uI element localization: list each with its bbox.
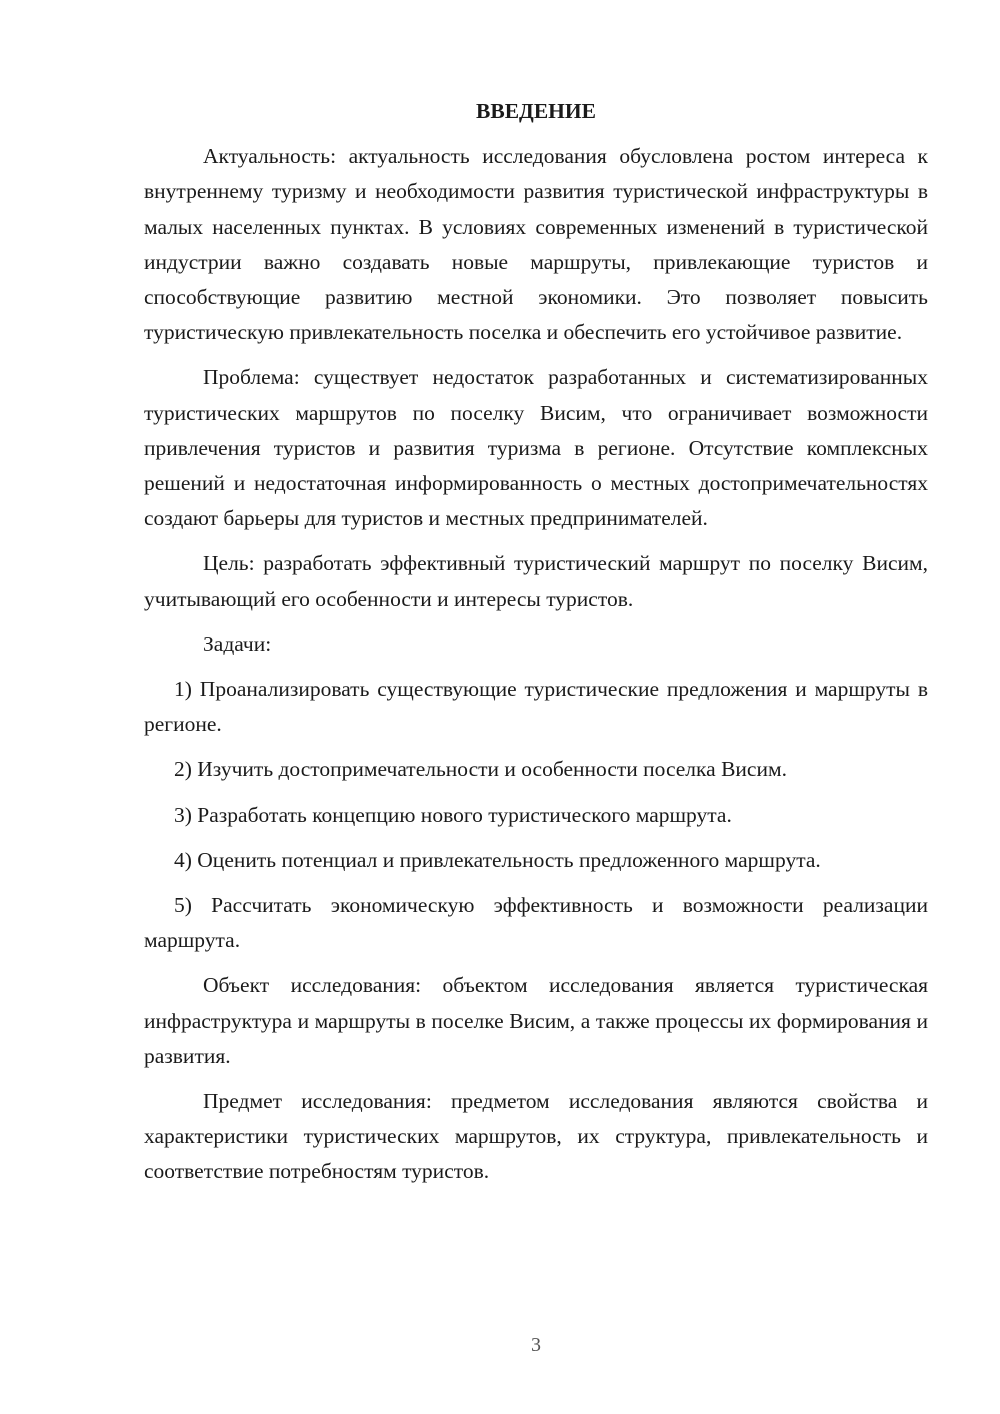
task-item-5: 5) Рассчитать экономическую эффективность и возможности реализации маршрута. — [144, 893, 928, 953]
tasks-label: Задачи: — [203, 631, 272, 656]
relevance-paragraph: Актуальность: актуальность исследования обусловлена ростом интереса к внутреннему туризму и необходимости развития туристической инфраструктуры в малых населенных пунктах. В условиях современных изменений в туристической индустрии важно создавать новые маршруты, привлекающие туристов и способствующие развитию местной экономики. Это позволяет повысить туристическую привлекательность поселка и обеспечить его устойчивое развитие. — [144, 144, 928, 345]
page-number: 3 — [531, 1334, 541, 1356]
problem-paragraph: Проблема: существует недостаток разработанных и систематизированных туристических маршрутов по поселку Висим, что ограничивает возможности привлечения туристов и развития туризма в регионе. Отсутствие комплексных решений и недостаточная информированность о местных достопримечательностях создают барьеры для туристов и местных предпринимателей. — [144, 365, 928, 531]
task-item-1: 1) Проанализировать существующие туристические предложения и маршруты в регионе. — [144, 677, 928, 737]
task-item-3: 3) Разработать концепцию нового туристического маршрута. — [174, 802, 732, 827]
section-title: ВВЕДЕНИЕ — [476, 99, 596, 123]
object-paragraph: Объект исследования: объектом исследования является туристическая инфраструктура и маршруты в поселке Висим, а также процессы их формирования и развития. — [144, 973, 928, 1068]
page-content — [144, 94, 928, 1200]
goal-paragraph: Цель: разработать эффективный туристический маршрут по поселку Висим, учитывающий его особенности и интересы туристов. — [144, 551, 928, 611]
task-item-4: 4) Оценить потенциал и привлекательность предложенного маршрута. — [174, 847, 821, 872]
subject-paragraph: Предмет исследования: предметом исследования являются свойства и характеристики туристических маршрутов, их структура, привлекательность и соответствие потребностям туристов. — [144, 1089, 928, 1184]
task-item-2: 2) Изучить достопримечательности и особенности поселка Висим. — [174, 757, 787, 782]
